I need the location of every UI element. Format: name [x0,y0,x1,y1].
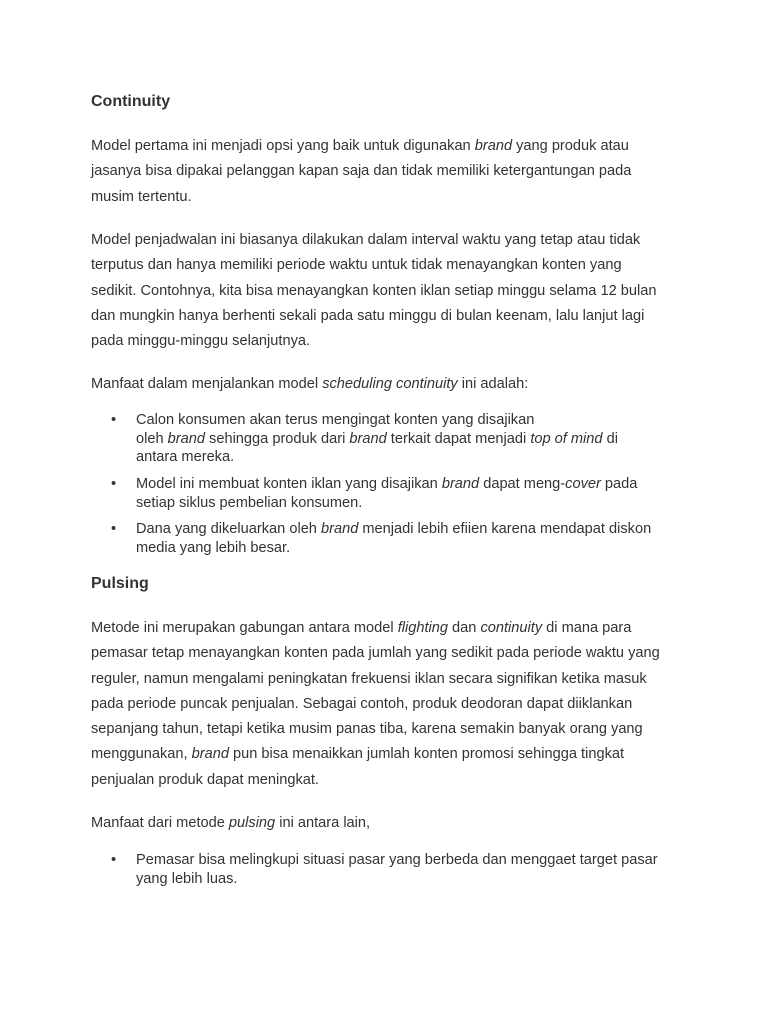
text-line: jasanya bisa dipakai pelanggan kapan saja dan tidak memiliki ketergantungan pada [91,163,632,180]
italic-term: brand [349,430,387,447]
paragraph [91,616,691,793]
text-line: Model pertama ini menjadi opsi yang baik untuk digunakan brand yang produk atau [91,138,629,154]
bullet-icon: • [111,852,117,868]
italic-term: brand [441,476,480,492]
paragraph [91,811,691,836]
bullet-icon: • [111,476,117,492]
text-line: pada minggu-minggu selanjutnya. [91,333,311,350]
text-line: Model penjadwalan ini biasanya dilakukan dalam interval waktu yang tetap atau tidak [91,232,641,248]
italic-term: brand [167,430,205,447]
text-line: dan mungkin hanya berhenti sekali pada satu minggu di bulan keenam, lalu lanjut lagi [91,307,645,324]
italic-term: top of mind [530,430,603,447]
text-line: pada periode puncak penjualan. Sebagai contoh, produk deodoran dapat diiklankan [91,695,633,712]
text-line: reguler, namun mengalami peningkatan frekuensi iklan secara signifikan ketika masuk [91,670,647,687]
paragraph [91,372,691,397]
italic-term: cover [565,476,601,492]
italic-term: flighting [397,620,448,636]
text-line: Model ini membuat konten iklan yang disajikan brand dapat meng-cover pada [136,476,638,492]
bullet-icon: • [111,412,117,428]
text-line: penjualan produk dapat meningkat. [91,771,319,788]
text-line: media yang lebih besar. [136,539,291,556]
text-line: Pemasar bisa melingkupi situasi pasar yang berbeda dan menggaet target pasar [136,852,658,868]
text-line: setiap siklus pembelian konsumen. [136,494,363,511]
paragraph [91,228,691,354]
text-line: oleh brand sehingga produk dari brand terkait dapat menjadi top of mind di [136,430,618,447]
section-heading-pulsing: Pulsing [91,575,149,592]
text-line: yang lebih luas. [136,870,238,887]
italic-term: continuity [480,620,543,636]
text-line: Dana yang dikeluarkan oleh brand menjadi lebih efiien karena mendapat diskon [136,521,652,537]
text-line: antara mereka. [136,449,235,465]
text-line: Manfaat dalam menjalankan model scheduling continuity ini adalah: [91,376,529,392]
italic-term: brand [320,521,359,537]
text-line: pemasar tetap menayangkan konten pada jumlah yang sedikit pada periode waktu yang [91,645,660,662]
italic-term: brand [191,746,229,763]
paragraph [91,134,691,210]
italic-term: brand [474,138,513,154]
text-line: menggunakan, brand pun bisa menaikkan jumlah konten promosi sehingga tingkat [91,746,625,763]
text-line: sedikit. Contohnya, kita bisa menayangkan konten iklan setiap minggu selama 12 bulan [91,282,657,299]
text-line: Manfaat dari metode pulsing ini antara lain, [91,815,371,831]
text-line: sepanjang tahun, tetapi ketika musim panas tiba, karena semakin banyak orang yang [91,721,643,738]
italic-term: scheduling continuity [322,376,458,392]
text-line: Calon konsumen akan terus mengingat konten yang disajikan [136,412,535,428]
text-line: terputus dan hanya memiliki periode waktu untuk tidak menayangkan konten yang [91,257,622,274]
bullet-icon: • [111,521,117,537]
text-line: musim tertentu. [91,188,192,205]
section-heading-continuity: Continuity [91,93,171,110]
italic-term: pulsing [228,815,276,831]
text-line: Metode ini merupakan gabungan antara model flighting dan continuity di mana para [91,620,632,636]
